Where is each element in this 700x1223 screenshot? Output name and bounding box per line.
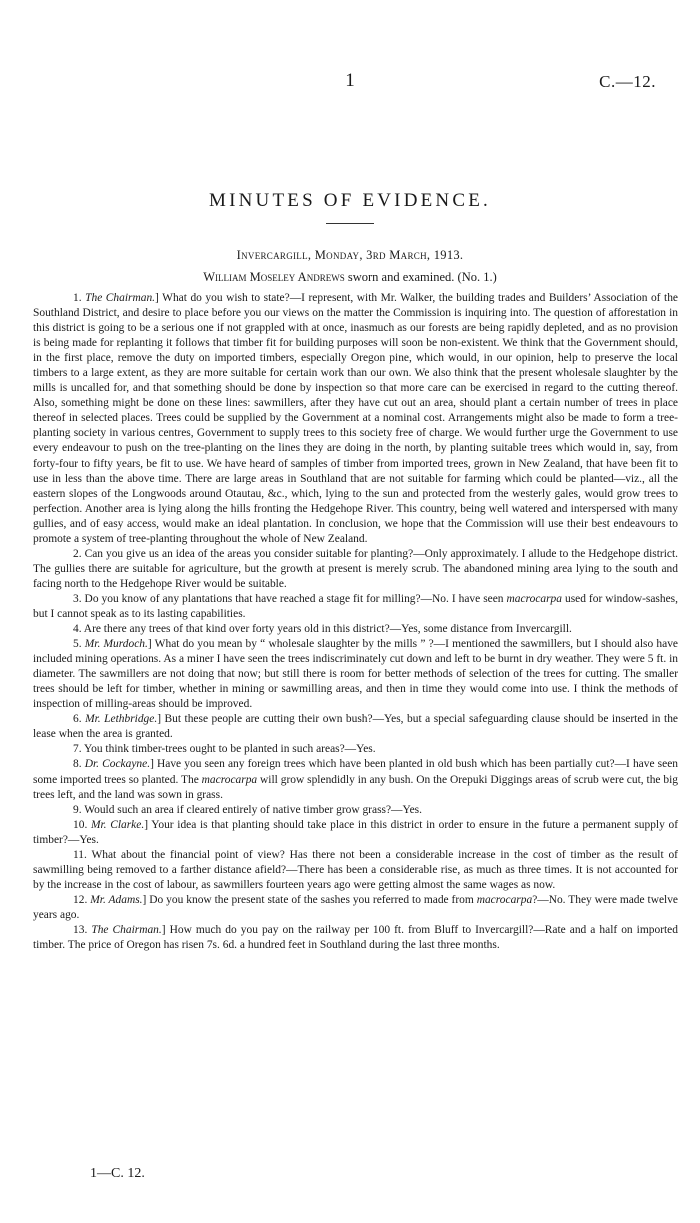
witness-number: (No. 1.): [457, 270, 497, 284]
evidence-paragraph-12: [33, 893, 678, 923]
speaker: Dr. Cockayne.: [84, 758, 151, 771]
italic-term: macrocarpa: [201, 773, 258, 786]
paragraph-number: 6.: [73, 713, 86, 726]
witness-name: William Moseley Andrews: [203, 270, 345, 284]
evidence-paragraph-9: 9. Would such an area if cleared entirely of native timber grow grass?—Yes.: [73, 803, 422, 816]
evidence-paragraph-7: 7. You think timber-trees ought to be planted in such areas?—Yes.: [73, 743, 376, 756]
evidence-paragraph-2: 2. Can you give us an idea of the areas you consider suitable for planting?—Only approximately. I allude to the Hedgehope district. The gullies there are suitable for agriculture, but the growth at present is merely scrub. The abandoned mining area lying to the south and facing north to the Hedgehope River would be suitable.: [33, 547, 678, 590]
paragraph-text: ] Your idea is that planting should take place in this district in order to ensure in the future a permanent supply of timber?—Yes.: [33, 818, 679, 846]
paragraph-number: 5.: [73, 638, 85, 651]
evidence-paragraph-3: [33, 592, 678, 622]
italic-term: macrocarpa: [476, 893, 533, 906]
evidence-paragraph-4: 4. Are there any trees of that kind over forty years old in this district?—Yes, some distance from Invercargill.: [73, 623, 572, 636]
paragraph-number: 13.: [73, 923, 92, 936]
speaker: The Chairman.: [91, 923, 162, 936]
speaker: Mr. Lethbridge.: [85, 713, 158, 726]
evidence-paragraph-13: [33, 923, 678, 953]
paragraph-text: ] How much do you pay on the railway per 100 ft. from Bluff to Invercargill?—Rate and a half on imported timber. The price of Oregon has risen 7s. 6d. a hundred feet in Southland during the last three months.: [33, 923, 678, 952]
speaker: Mr. Clarke.: [90, 818, 145, 831]
evidence-body: [33, 291, 678, 953]
witness-line: [0, 270, 700, 285]
paragraph-text: ] What do you wish to state?—I represent, with Mr. Walker, the building trades and Builders’ Association of the Southland District, and desire to place before you our views on the matter the Commission is inquiring into. The question of afforestation in this district is going to be a serious one if not grappled with at once, inasmuch as our forests are being rapidly depleted, and as no provision is being made for replanting it follows that timber fit for building purposes will soon be non-existent. We think that the Government should, in the first place, remove the duty on imported timbers, especially Oregon pine, which would, in our opinion, help to preserve the local timbers to a large extent, as they are more suitable for certain work than our own. We also think that the present wholesale slaughter by the mills is uncalled for, and that something should be done by inspection so that more care can be exercised in regard to the cutting thereof. Also, something might be done on these lines: sawmillers, after they have cut out an area, should plant a certain number of trees in place thereof in selected places. Trees could be supplied by the Government at a nominal cost. Arrangements might also be made to form a tree-planting society in various centres, Government to supply trees to this society free of charge. We would further urge the Government to use every endeavour to push on the tree-planting on the lines they are doing in the north, by planting suitable trees which would in, say, from forty-four to fifty years, be fit to use. We have heard of samples of timber from imported trees, grown in New Zealand, that have been fit to use in less than the above time. There are large areas in Southland that are not suitable for farming which could be planted—viz., all the eastern slopes of the Longwoods around Otautau, &c., which, lying to the sun and protected from the westerly gales, would grow trees to perfection. Another area is lying along the hills fronting the Hedgehope River. This country, being well watered and interspersed with many gullies, and of easy access, would make an ideal plantation. In conclusion, we hope that the Commission will use their best endeavours to promote a system of tree-planting throughout the whole of New Zealand.: [33, 292, 678, 545]
paragraph-number: 8.: [73, 758, 85, 771]
paragraph-text: ] What do you mean by “ wholesale slaughter by the mills ” ?—I mentioned the sawmillers, but I should also have included mining operations. As a miner I have seen the trees indiscriminately cut down and left to be burnt in dry weather. They were 5 ft. in diameter. The sawmillers are not doing that now; but still there is room for better methods of selection of the trees for cutting. The smaller trees should be left for timber, whether in mining or sawmilling areas, and then in time they would come into use. I think the methods of inspection of milling-areas should be improved.: [33, 638, 679, 711]
speaker: The Chairman.: [85, 292, 156, 304]
paragraph-text: will grow splendidly in any bush. On the Orepuki Diggings areas of scrub were cut, the big trees left, and the land was sown in grass.: [33, 773, 679, 801]
evidence-paragraph-10: [33, 818, 678, 848]
evidence-paragraph-1: 1. The Chairman.] What do you wish to state?—I represent, with Mr. Walker, the building trades and Builders’ Association of the Southland District, and desire to place before you our views on the matter the Commission is inquiring into. The question of afforestation in this district is going to be a serious one if not grappled with at once, inasmuch as our forests are being rapidly depleted, and as no provision is being made for replanting it follows that timber fit for building purposes will soon be non-existent. We think that the Government should, in the first place, remove the duty on imported timbers, especially Oregon pine, which would, in our opinion, help to preserve the local timbers to a large extent, as they are more suitable for certain work than our own. We also think that the present wholesale slaughter by the mills is uncalled for, and that something should be done by inspection so that more care can be exercised in regard to the cutting thereof. Also, something might be done on these lines: sawmillers, after they have cut out an area, should plant a certain number of trees in place thereof in selected places. Trees could be supplied by the Government at a nominal cost. Arrangements might also be made to form a tree-planting society in various centres, Government to supply trees to this society free of charge. We would further urge the Government to use every endeavour to push on the tree-planting on the lines they are doing in the north, by planting suitable trees which would in, say, from forty-four to fifty years, be fit to use. We have heard of samples of timber from imported trees, grown in New Zealand, that have been fit to use in less than the above time. There are large areas in Southland that are not suitable for farming which could be planted—viz., all the eastern slopes of the Longwoods around Otautau, &c., which, lying to the sun and protected from the westerly gales, would grow trees to perfection. Another area is lying along the hills fronting the Hedgehope River. This country, being well watered and interspersed with many gullies, and of easy access, would make an ideal plantation. In conclusion, we hope that the Commission will use their best endeavours to promote a system of tree-planting throughout the whole of New Zealand.: [33, 292, 678, 545]
paragraph-text: ] Have you seen any foreign trees which have been planted in old bush which has been partially cut?—I have seen some imported trees so planted. The: [33, 758, 678, 786]
evidence-paragraph-11: 11. What about the financial point of view? Has there not been a considerable increase in the cost of timber as the result of sawmilling being removed to a farther distance afield?—There has been a considerable rise, as much as three times. It is not accounted for by the increase in the cost of labour, as sawmillers fourteen years ago were getting almost the same wages as now.: [33, 848, 678, 891]
paragraph-number: 10.: [73, 818, 91, 831]
page-title: MINUTES OF EVIDENCE.: [209, 190, 491, 211]
speaker: Mr. Adams.: [90, 893, 143, 906]
place-date-line: Invercargill, Monday, 3rd March, 1913.: [236, 248, 464, 262]
evidence-paragraph-6: [33, 712, 678, 742]
paragraph-text: ?—No. They were made twelve years ago.: [33, 893, 679, 921]
speaker: Mr. Murdoch.: [84, 638, 148, 651]
evidence-paragraph-5: [33, 637, 678, 712]
page-number: 1: [345, 70, 355, 91]
title-divider: [326, 223, 374, 224]
paragraph-text: ] But these people are cutting their own bush?—Yes, but a special safeguarding clause should be inserted in the lease when the area is granted.: [33, 713, 678, 741]
witness-status: sworn and examined.: [347, 270, 455, 284]
footer-signature: 1—C. 12.: [90, 1166, 145, 1181]
paragraph-text: used for window-sashes, but I cannot speak as to its lasting capabilities.: [33, 592, 678, 620]
paragraph-number: 12.: [73, 893, 91, 906]
paragraph-text: ] Do you know the present state of the sashes you referred to made from: [142, 893, 477, 906]
paragraph-text: 3. Do you know of any plantations that have reached a stage fit for milling?—No. I have seen: [73, 592, 507, 605]
evidence-paragraph-8: [33, 757, 678, 802]
document-reference: C.—12.: [599, 72, 656, 91]
italic-term: macrocarpa: [506, 592, 562, 605]
